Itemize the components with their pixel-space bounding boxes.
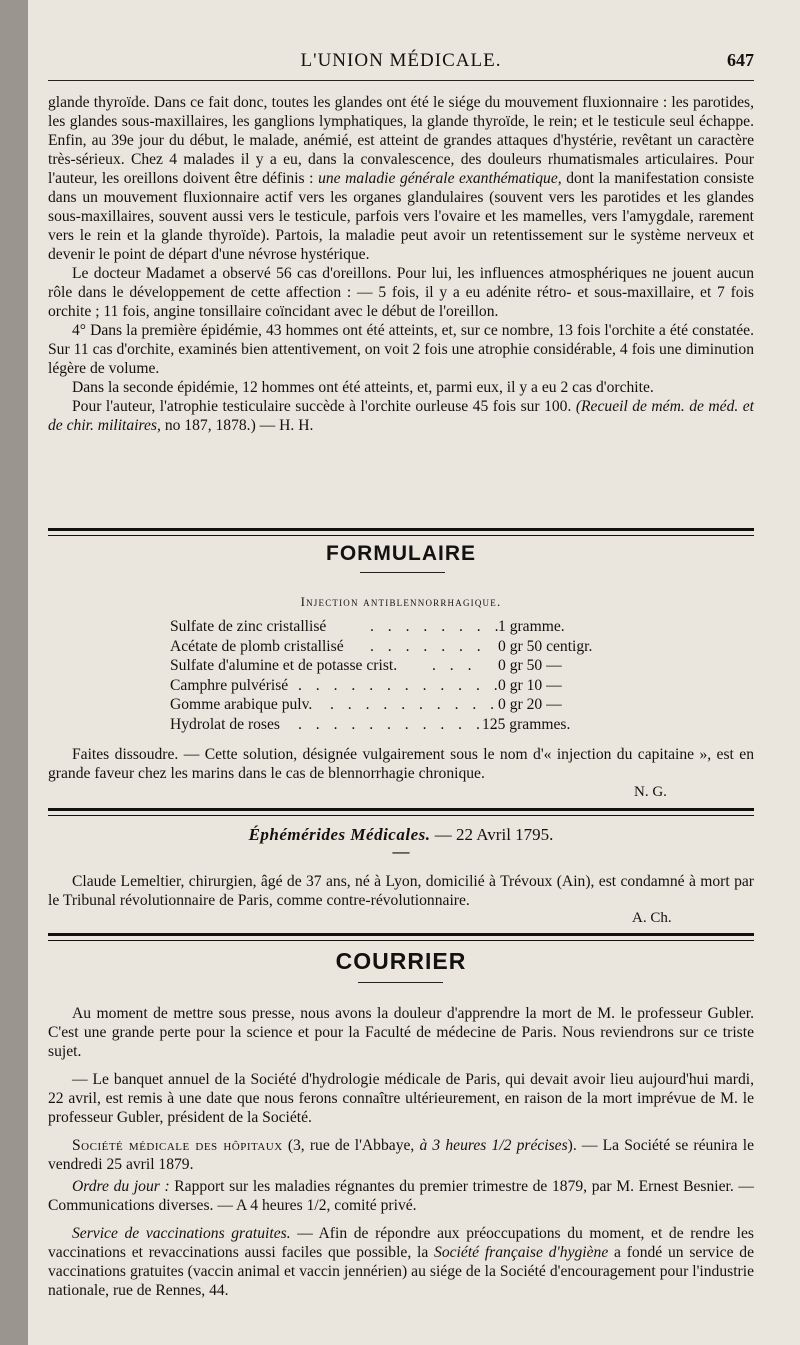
recipe-row: Hydrolat de roses . . . . . . . . . . . . 125 grammes. bbox=[170, 715, 571, 733]
ephemerides-date: — 22 Avril 1795. bbox=[434, 825, 554, 844]
formulaire-subtitle: Injection antiblennorrhagique. bbox=[300, 594, 502, 609]
recipe-row: Sulfate d'alumine et de potasse crist. . . . 0 gr 50 — bbox=[170, 657, 562, 674]
courrier-title: COURRIER bbox=[335, 948, 467, 974]
courrier-gubler: Au moment de mettre sous presse, nous avons la douleur d'apprendre la mort de M. le professeur Gubler. C'est une grande perte pour la science et pour la Faculté de médecine de Paris. Nous reviendrons sur ce triste sujet. bbox=[48, 1005, 754, 1060]
formulaire-signature: N. G. bbox=[634, 784, 667, 800]
ephemerides-dash: — bbox=[392, 842, 410, 861]
recipe-list bbox=[170, 618, 640, 735]
second-epidemic-paragraph: Dans la seconde épidémie, 12 hommes ont été atteints, et, parmi eux, il y a eu 2 cas d'orchite. bbox=[72, 379, 654, 396]
formulaire-title: FORMULAIRE bbox=[326, 542, 476, 565]
courrier-vaccinations: Service de vaccinations gratuites. — Afin de répondre aux préoccupations du moment, et de rendre les vaccinations et revaccinations aussi faciles que possible, la Société française d'hygiène a fondé un service de vaccinations gratuites (vaccin animal et vaccin jennérien) au siége de la Société d'encouragement pour l'industrie nationale, rue de Rennes, 44. bbox=[48, 1225, 754, 1299]
epidemic-paragraph: 4° Dans la première épidémie, 43 hommes ont été atteints, et, sur ce nombre, 13 fois l'orchite a été constatée. Sur 11 cas d'orchite, examinés bien attentivement, on voit 2 fois une atrophie considérable, 4 fois une diminution légère de volume. bbox=[48, 322, 754, 377]
page-number: 647 bbox=[727, 50, 754, 70]
recipe-row: Camphre pulvérisé . . . . . . . . . . . . 0 gr 10 — bbox=[170, 676, 562, 694]
courrier-rule bbox=[358, 982, 443, 983]
intro-paragraph: glande thyroïde. Dans ce fait donc, toutes les glandes ont été le siége du mouvement fluxionnaire : les parotides, les glandes sous-maxillaires, les ganglions lymphatiques, la glande thyroïde, le rein; et le testicule seul échappe. Enfin, au 39e jour du début, le malade, anémié, est atteint de grandes attaques d'hystérie, revêtant un caractère très-sérieux. Chez 4 malades il y a eu, dans la convalescence, des douleurs rhumatismales articulaires. Pour l'auteur, les oreillons doivent être définis : une maladie générale exanthématique, dont la manifestation consiste dans un mouvement fluxionnaire actif vers les organes glandulaires (souvent vers les parotides et les glandes sous-maxillaires, souvent aussi vers le testicule, parfois vers l'ovaire et les mamelles, vers l'amygdale, rarement vers le rein et la glande thyroïde). Partois, la maladie peut avoir un retentissement sur le système nerveux et devenir le point de départ d'une névrose hystérique. bbox=[48, 94, 754, 263]
header-rule bbox=[48, 80, 754, 81]
madamet-paragraph: Le docteur Madamet a observé 56 cas d'oreillons. Pour lui, les influences atmosphériques ne jouent aucun rôle dans le développement de cette affection : — 5 fois, il y a eu adénite rétro- et sous-maxillaire, et 7 fois orchite ; 11 fois, angine tonsillaire coïncidant avec le début de l'oreillon. bbox=[48, 265, 754, 320]
section-divider bbox=[48, 933, 754, 941]
running-header bbox=[48, 46, 754, 76]
article-continuation bbox=[48, 93, 754, 435]
courrier-body bbox=[48, 1004, 754, 1300]
ephemerides-body bbox=[48, 872, 754, 910]
formulaire-instructions-block bbox=[48, 745, 754, 783]
section-divider bbox=[48, 808, 754, 816]
courrier-ordre: Ordre du jour : Rapport sur les maladies régnantes du premier trimestre de 1879, par M. Ernest Besnier. — Communications diverses. — A 4 heures 1/2, comité privé. bbox=[48, 1178, 754, 1214]
atrophy-paragraph: Pour l'auteur, l'atrophie testiculaire succède à l'orchite ourleuse 45 fois sur 100. (Recueil de mém. de méd. et de chir. militaires, no 187, 1878.) — H. H. bbox=[48, 398, 754, 434]
ephemerides-text: Claude Lemeltier, chirurgien, âgé de 37 ans, né à Lyon, domicilié à Trévoux (Ain), est condamné à mort par le Tribunal révolutionnaire de Paris, comme contre-révolutionnaire. bbox=[48, 873, 754, 909]
ephemerides-signature: A. Ch. bbox=[632, 910, 672, 926]
recipe-row: Gomme arabique pulv. . . . . . . . . . . 0 gr 20 — bbox=[170, 696, 562, 713]
courrier-banquet: — Le banquet annuel de la Société d'hydrologie médicale de Paris, qui devait avoir lieu aujourd'hui mardi, 22 avril, est remis à une date que nous ferons connaître ultérieurement, en raison de la mort imprévue de M. le professeur Gubler, président de la Société. bbox=[48, 1071, 754, 1126]
formulaire-rule bbox=[360, 572, 445, 573]
section-divider bbox=[48, 528, 754, 536]
recipe-row: Acétate de plomb cristallisé . . . . . . . 0 gr 50 centigr. bbox=[170, 637, 593, 655]
courrier-societe: Société médicale des hôpitaux (3, rue de l'Abbaye, à 3 heures 1/2 précises). — La Société se réunira le vendredi 25 avril 1879. bbox=[48, 1137, 754, 1173]
formulaire-instructions: Faites dissoudre. — Cette solution, désignée vulgairement sous le nom d'« injection du capitaine », est en grande faveur chez les marins dans le cas de blennorrhagie chronique. bbox=[48, 746, 754, 782]
recipe-row: Sulfate de zinc cristallisé . . . . . . . . 1 gramme. bbox=[170, 618, 565, 635]
journal-title: L'UNION MÉDICALE. bbox=[300, 50, 502, 71]
ephemerides-label: Éphémérides Médicales. bbox=[248, 825, 431, 844]
